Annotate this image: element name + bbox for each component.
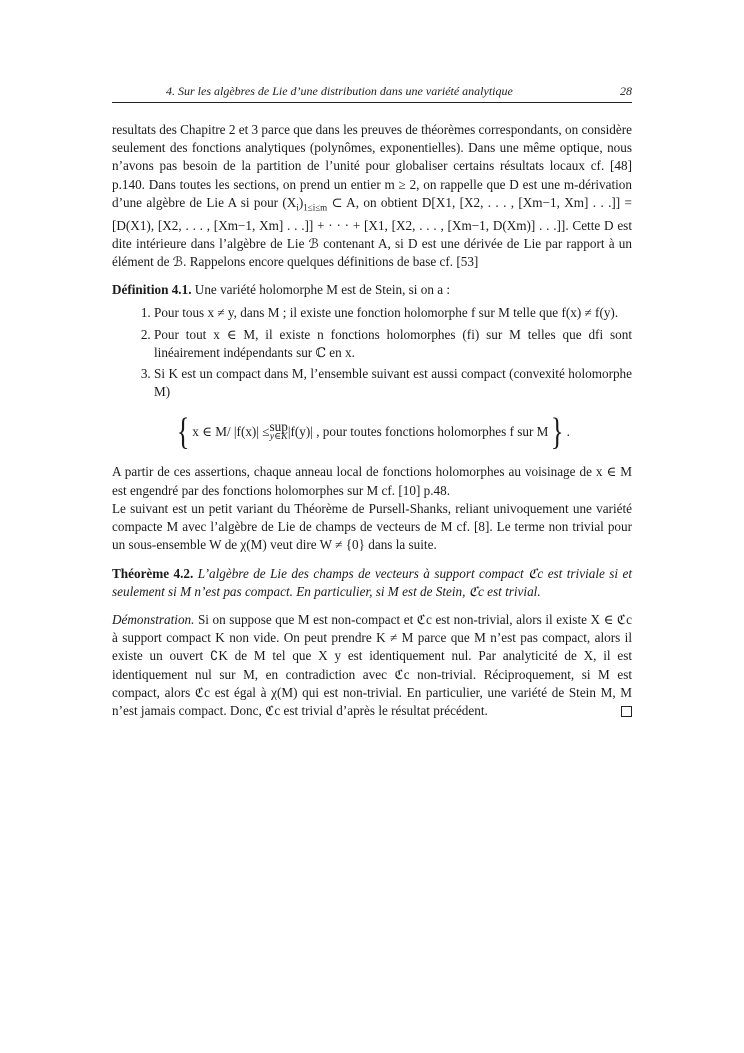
sup-subscript: y∈K [269,432,288,443]
intro-sub-1: i [296,202,299,213]
intro-paragraph [112,121,632,271]
list-item: 1. Pour tous x ≠ y, dans M ; il existe une fonction holomorphe f sur M telle que f(x) ≠ f(y). [154,304,632,322]
theorem-4-2 [112,565,632,601]
list-item: 3. Si K est un compact dans M, l’ensemble suivant est aussi compact (convexité holomorphe M) [154,365,632,401]
proof-text: Si on suppose que M est non-compact et ℭc est non-trivial, alors il existe X ∈ ℭc à support compact K non vide. On peut prendre K ≠ M parce que M n’est pas compact, alors il existe un ouvert ∁K de M tel que X y est identiquement nul. Par analyticité de X, il est identiquement nul sur M, en contradiction avec ℭc non-trivial. Réciproquement, si M est compact, alors ℭc est égal à χ(M) qui est non-trivial. En particulier, une variété de Stein M, M n’est jamais compact. Donc, ℭc est trivial d’après le résultat précédent. [112,611,632,718]
display-right: |f(y)| , pour toutes fonctions holomorphes f sur M [287,424,549,440]
intro-text-2: ) [298,194,304,210]
definition-list [112,304,632,401]
theorem-label: Théorème 4.2. [112,565,194,581]
definition-label: Définition 4.1. [112,282,192,298]
left-brace: { [176,411,190,454]
list-item: 2. Pour tout x ∈ M, il existe n fonctions holomorphes (fi) sur M telles que dfi sont linéairement indépendants sur ℂ en x. [154,326,632,362]
sup-operator [270,421,288,443]
display-left: x ∈ M/ |f(x)| ≤ [192,424,270,440]
paragraph-pursell-shanks: Le suivant est un petit variant du Théorème de Pursell-Shanks, reliant univoquement une variété compacte M avec l’algèbre de Lie de champs de vecteurs de M cf. [8]. Le terme non trivial pour un sous-ensemble W de χ(M) veut dire W ≠ {0} dans la suite. [112,500,632,553]
right-brace: } [551,411,564,454]
theorem-text: L’algèbre de Lie des champs de vecteurs à support compact ℭc est triviale si et seulement si M n’est pas compact. En particulier, si M est de Stein, ℭc est trivial. [112,565,633,599]
paragraph-assertions: A partir de ces assertions, chaque anneau local de fonctions holomorphes au voisinage de x ∈ M est engendré par des fonctions holomorphes sur M cf. [10] p.48. [112,464,632,498]
intro-text-4: . Cette D est dite intérieure dans l’algèbre de Lie ℬ contenant A, si D est une dérivée de Lie par rapport à un élément de ℬ. Rappelons encore quelques définitions de base cf. [53] [112,217,632,270]
derivation-formula: 1, [X2, . . . , [Xm−1, Xm] . . .]] = [D(X1), [X2, . . . , [Xm−1, Xm] . . .]] + · · · + [X1, [X2, . . . , [Xm−1, D(Xm)] . . .]] [112,194,632,233]
page [112,84,632,720]
qed-square-icon [621,706,632,717]
chapter-title: 4. Sur les algèbres de Lie d’une distribution dans une variété analytique [166,84,513,98]
display-end: . [566,424,570,440]
proof [112,611,632,720]
intro-text-3: ⊂ A, on obtient D[X [327,194,446,210]
holomorphic-convexity-formula [112,411,632,454]
intro-sub-2: 1≤i≤m [303,202,328,213]
proof-label: Démonstration. [112,611,195,627]
definition-text: Une variété holomorphe M est de Stein, si on a : [194,282,451,298]
running-header [112,84,632,103]
definition-4-1 [112,281,632,299]
sup-label: sup [269,419,288,435]
intro-text-1: resultats des Chapitre 2 et 3 parce que dans les preuves de théorèmes correspondants, on considère seulement des fonctions analytiques (polynômes, exponentielles). Dans une même optique, nous n’avons pas besoin de la partition de l’unité pour globaliser certains résultats locaux cf. [48] p.140. Dans toutes les sections, on prend un entier m ≥ 2, on rappelle que D est une m-dérivation d’une algèbre de Lie A si pour (X [112,122,632,210]
page-number: 28 [620,84,632,98]
